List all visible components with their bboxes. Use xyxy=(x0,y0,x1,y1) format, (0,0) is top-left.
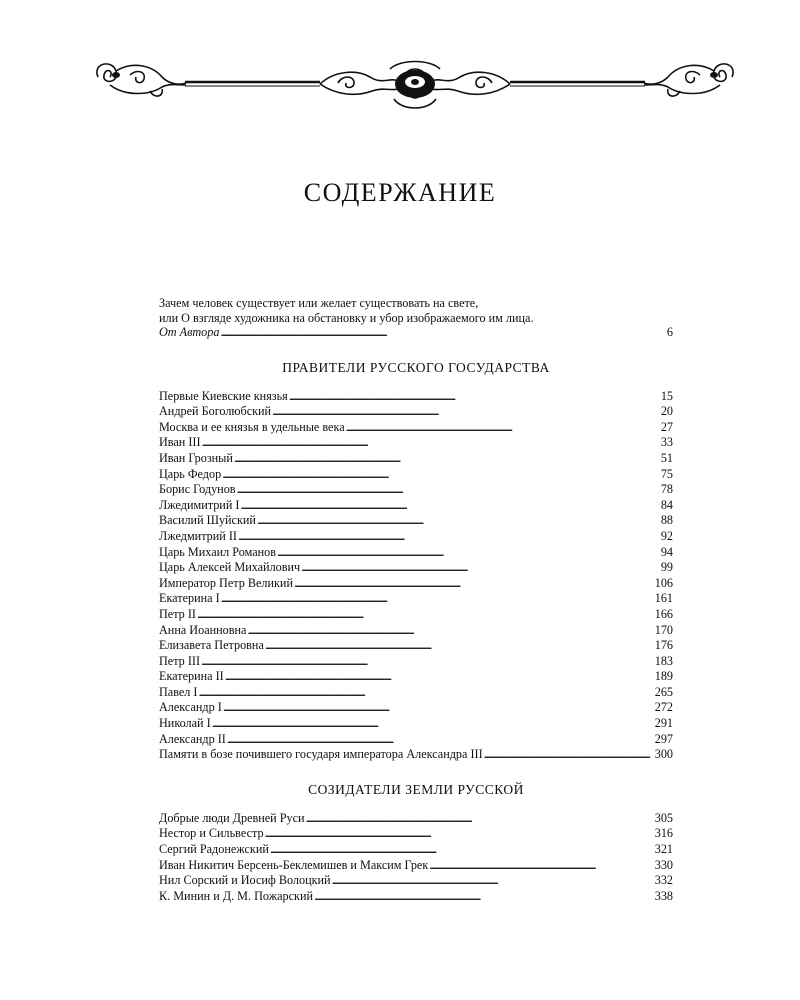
toc-entry[interactable] xyxy=(159,716,673,732)
toc-entry[interactable] xyxy=(159,889,673,905)
toc-entry-title: Лжедимитрий I xyxy=(159,497,240,512)
toc-entry[interactable] xyxy=(159,435,673,451)
toc-page-number: 189 xyxy=(654,669,673,684)
toc-entry[interactable] xyxy=(159,545,673,561)
dot-leader xyxy=(237,482,660,498)
dot-leader xyxy=(221,591,654,607)
toc-entry-from-author[interactable] xyxy=(159,325,673,341)
toc-entry[interactable] xyxy=(159,669,673,685)
toc-page-number: 265 xyxy=(654,684,673,699)
toc-entry[interactable] xyxy=(159,513,673,529)
toc-page-number: 332 xyxy=(654,873,673,888)
dot-leader xyxy=(265,826,654,842)
dot-leader xyxy=(240,498,659,514)
toc-page-number: 78 xyxy=(660,482,673,497)
toc-entry-title: Петр II xyxy=(159,606,196,621)
toc-page-number: 75 xyxy=(660,466,673,481)
toc-page-number: 338 xyxy=(654,888,673,903)
toc-entry[interactable] xyxy=(159,420,673,436)
toc-entry-title: Александр II xyxy=(159,731,226,746)
table-of-contents xyxy=(159,296,673,904)
toc-entry-title: Андрей Боголюбский xyxy=(159,404,272,419)
toc-entry-title: Екатерина I xyxy=(159,591,220,606)
intro-line-1: Зачем человек существует или желает существовать на свете, xyxy=(159,296,479,310)
dot-leader xyxy=(346,420,660,436)
dot-leader xyxy=(272,404,660,420)
toc-page-number: 6 xyxy=(666,325,673,339)
toc-entry-title: Царь Михаил Романов xyxy=(159,544,277,559)
toc-entry-title: Петр III xyxy=(159,653,201,668)
toc-entry[interactable] xyxy=(159,591,673,607)
section-heading: СОЗИДАТЕЛИ ЗЕМЛИ РУССКОЙ xyxy=(308,781,524,797)
toc-entry-title: Добрые люди Древней Руси xyxy=(159,810,305,825)
toc-entry[interactable] xyxy=(159,607,673,623)
dot-leader xyxy=(227,732,654,748)
toc-entry-title: Иван Грозный xyxy=(159,450,233,465)
toc-page-number: 291 xyxy=(654,716,673,731)
dot-leader xyxy=(202,435,660,451)
toc-entry-title: Василий Шуйский xyxy=(159,513,256,528)
toc-page-number: 176 xyxy=(654,638,673,653)
dot-leader xyxy=(197,607,654,623)
toc-entry[interactable] xyxy=(159,654,673,670)
toc-entry-title: Памяти в бозе почившего государя императора Александра III xyxy=(159,747,483,762)
dot-leader xyxy=(238,529,660,545)
toc-entry[interactable] xyxy=(159,732,673,748)
toc-page-number: 321 xyxy=(654,842,673,857)
toc-entry[interactable] xyxy=(159,811,673,827)
dot-leader xyxy=(257,513,660,529)
section-heading: ПРАВИТЕЛИ РУССКОГО ГОСУДАРСТВА xyxy=(282,359,550,375)
dot-leader xyxy=(429,858,653,874)
dot-leader xyxy=(225,669,654,685)
toc-entry[interactable] xyxy=(159,529,673,545)
dot-leader xyxy=(223,700,654,716)
dot-leader xyxy=(265,638,654,654)
toc-page-number: 316 xyxy=(654,826,673,841)
toc-page-number: 170 xyxy=(654,622,673,637)
toc-entry-title: Сергий Радонежский xyxy=(159,842,269,857)
page-title: СОДЕРЖАНИЕ xyxy=(303,178,497,207)
toc-page-number: 33 xyxy=(660,435,673,450)
toc-entry[interactable] xyxy=(159,826,673,842)
decorative-ornament xyxy=(90,55,740,115)
toc-entry[interactable] xyxy=(159,638,673,654)
toc-entry[interactable] xyxy=(159,404,673,420)
toc-page-number: 330 xyxy=(654,857,673,872)
toc-entry[interactable] xyxy=(159,685,673,701)
toc-entry[interactable] xyxy=(159,842,673,858)
toc-page-number: 183 xyxy=(654,653,673,668)
toc-entry-title: Павел I xyxy=(159,684,198,699)
toc-entry[interactable] xyxy=(159,747,673,763)
toc-entry[interactable] xyxy=(159,576,673,592)
toc-sections xyxy=(159,360,673,905)
toc-entry[interactable] xyxy=(159,700,673,716)
dot-leader xyxy=(212,716,654,732)
toc-entry[interactable] xyxy=(159,467,673,483)
toc-entry-title: К. Минин и Д. М. Пожарский xyxy=(159,888,313,903)
toc-entry-title: Нил Сорский и Иосиф Волоцкий xyxy=(159,873,331,888)
toc-page-number: 297 xyxy=(654,731,673,746)
toc-page-number: 99 xyxy=(660,560,673,575)
toc-entry[interactable] xyxy=(159,560,673,576)
toc-entry[interactable] xyxy=(159,873,673,889)
toc-entry-title: Анна Иоанновна xyxy=(159,622,247,637)
toc-entry[interactable] xyxy=(159,858,673,874)
toc-entry[interactable] xyxy=(159,623,673,639)
toc-page-number: 27 xyxy=(660,419,673,434)
toc-entry[interactable] xyxy=(159,482,673,498)
dot-leader xyxy=(314,889,654,905)
toc-entry-title: Елизавета Петровна xyxy=(159,638,264,653)
toc-page-number: 84 xyxy=(660,497,673,512)
toc-entry-title: От Автора xyxy=(159,325,220,339)
toc-page-number: 166 xyxy=(654,606,673,621)
toc-entry[interactable] xyxy=(159,451,673,467)
dot-leader xyxy=(247,623,653,639)
toc-entry-title: Екатерина II xyxy=(159,669,224,684)
toc-entry-title: Иван III xyxy=(159,435,201,450)
toc-entry-title: Царь Алексей Михайлович xyxy=(159,560,301,575)
toc-page-number: 300 xyxy=(654,747,673,762)
toc-entry-title: Николай I xyxy=(159,716,211,731)
toc-page-number: 88 xyxy=(660,513,673,528)
dot-leader xyxy=(270,842,654,858)
toc-entry-title: Борис Годунов xyxy=(159,482,236,497)
dot-leader xyxy=(484,747,654,763)
toc-page-number: 51 xyxy=(660,450,673,465)
toc-page-number: 20 xyxy=(660,404,673,419)
intro-line-2: или О взгляде художника на обстановку и убор изображаемого им лица. xyxy=(159,310,534,325)
dot-leader xyxy=(220,325,665,341)
dot-leader xyxy=(201,654,654,670)
toc-page-number: 106 xyxy=(654,575,673,590)
toc-page-number: 92 xyxy=(660,528,673,543)
dot-leader xyxy=(294,576,654,592)
toc-entry[interactable] xyxy=(159,389,673,405)
dot-leader xyxy=(222,467,660,483)
dot-leader xyxy=(199,685,654,701)
toc-entry-title: Лжедмитрий II xyxy=(159,528,237,543)
toc-entry-title: Первые Киевские князья xyxy=(159,388,288,403)
dot-leader xyxy=(306,811,654,827)
toc-entry-title: Иван Никитич Берсень-Беклемишев и Максим Грек xyxy=(159,857,429,872)
toc-page-number: 94 xyxy=(660,544,673,559)
dot-leader xyxy=(234,451,660,467)
toc-entry-title: Император Петр Великий xyxy=(159,575,293,590)
toc-entry-title: Москва и ее князья в удельные века xyxy=(159,419,345,434)
toc-page-number: 161 xyxy=(654,591,673,606)
dot-leader xyxy=(277,545,660,561)
toc-entry-title: Царь Федор xyxy=(159,466,222,481)
toc-entry[interactable] xyxy=(159,498,673,514)
toc-page-number: 272 xyxy=(654,700,673,715)
dot-leader xyxy=(301,560,660,576)
toc-page-number: 15 xyxy=(660,388,673,403)
toc-entry-title: Александр I xyxy=(159,700,222,715)
toc-entry-title: Нестор и Сильвестр xyxy=(159,826,264,841)
dot-leader xyxy=(332,873,654,889)
toc-page-number: 305 xyxy=(654,810,673,825)
dot-leader xyxy=(289,389,660,405)
